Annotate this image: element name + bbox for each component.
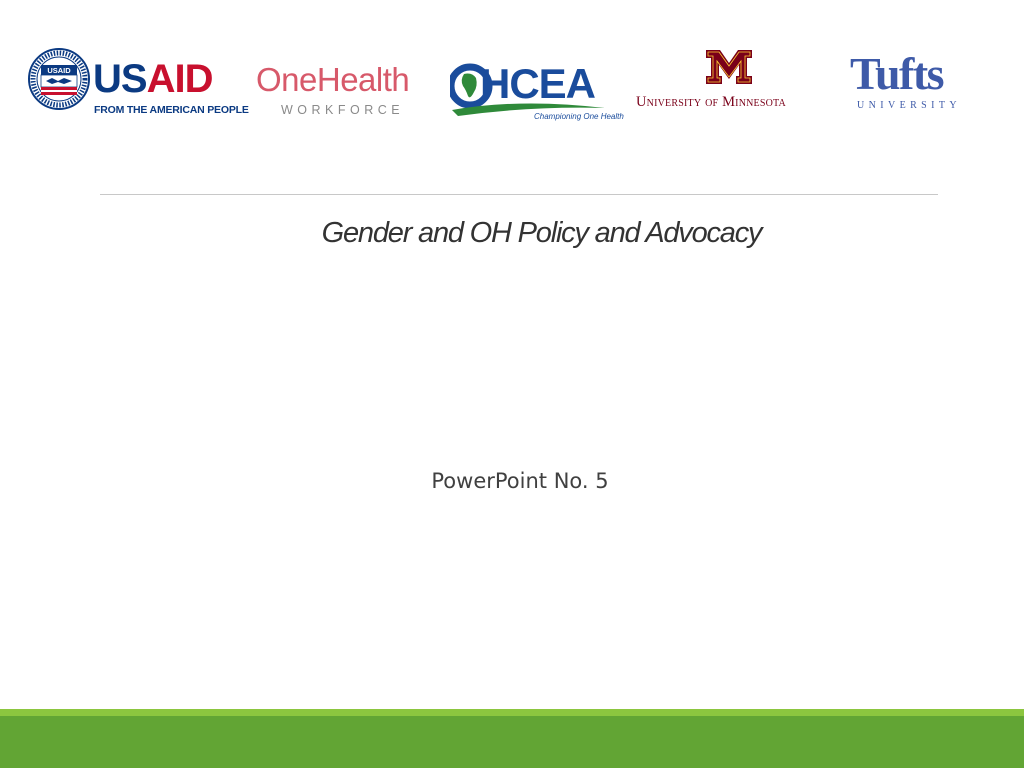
svg-text:USAID: USAID (47, 66, 71, 75)
tufts-university-logo (850, 50, 970, 120)
usaid-wordmark-us: US (93, 57, 147, 101)
footer-bar (0, 716, 1024, 768)
onehealth-subtitle: WORKFORCE (281, 103, 405, 117)
onehealth-wordmark: OneHealth (256, 61, 410, 98)
umn-wordmark: University of Minnesota (636, 94, 786, 110)
title-divider (100, 194, 938, 195)
usaid-logo (28, 48, 249, 128)
logo-row (0, 40, 1024, 130)
usaid-wordmark-aid: AID (146, 57, 213, 101)
onehealth-workforce-logo (256, 62, 421, 122)
slide-subtitle: PowerPoint No. 5 (431, 469, 609, 493)
footer-accent-stripe (0, 709, 1024, 716)
usaid-tagline: FROM THE AMERICAN PEOPLE (94, 104, 249, 116)
tufts-wordmark: Tufts (850, 48, 944, 99)
university-of-minnesota-logo (636, 48, 826, 118)
ohcea-logo (450, 60, 624, 130)
umn-block-m-icon (706, 50, 752, 84)
ohcea-wordmark: HCEA (480, 60, 596, 107)
tufts-subtitle: UNIVERSITY (857, 100, 961, 111)
slide-title: Gender and OH Policy and Advocacy (321, 217, 762, 249)
ohcea-tagline: Championing One Health (534, 112, 624, 121)
usaid-seal-icon (28, 48, 90, 110)
usaid-wordmark (93, 59, 212, 99)
